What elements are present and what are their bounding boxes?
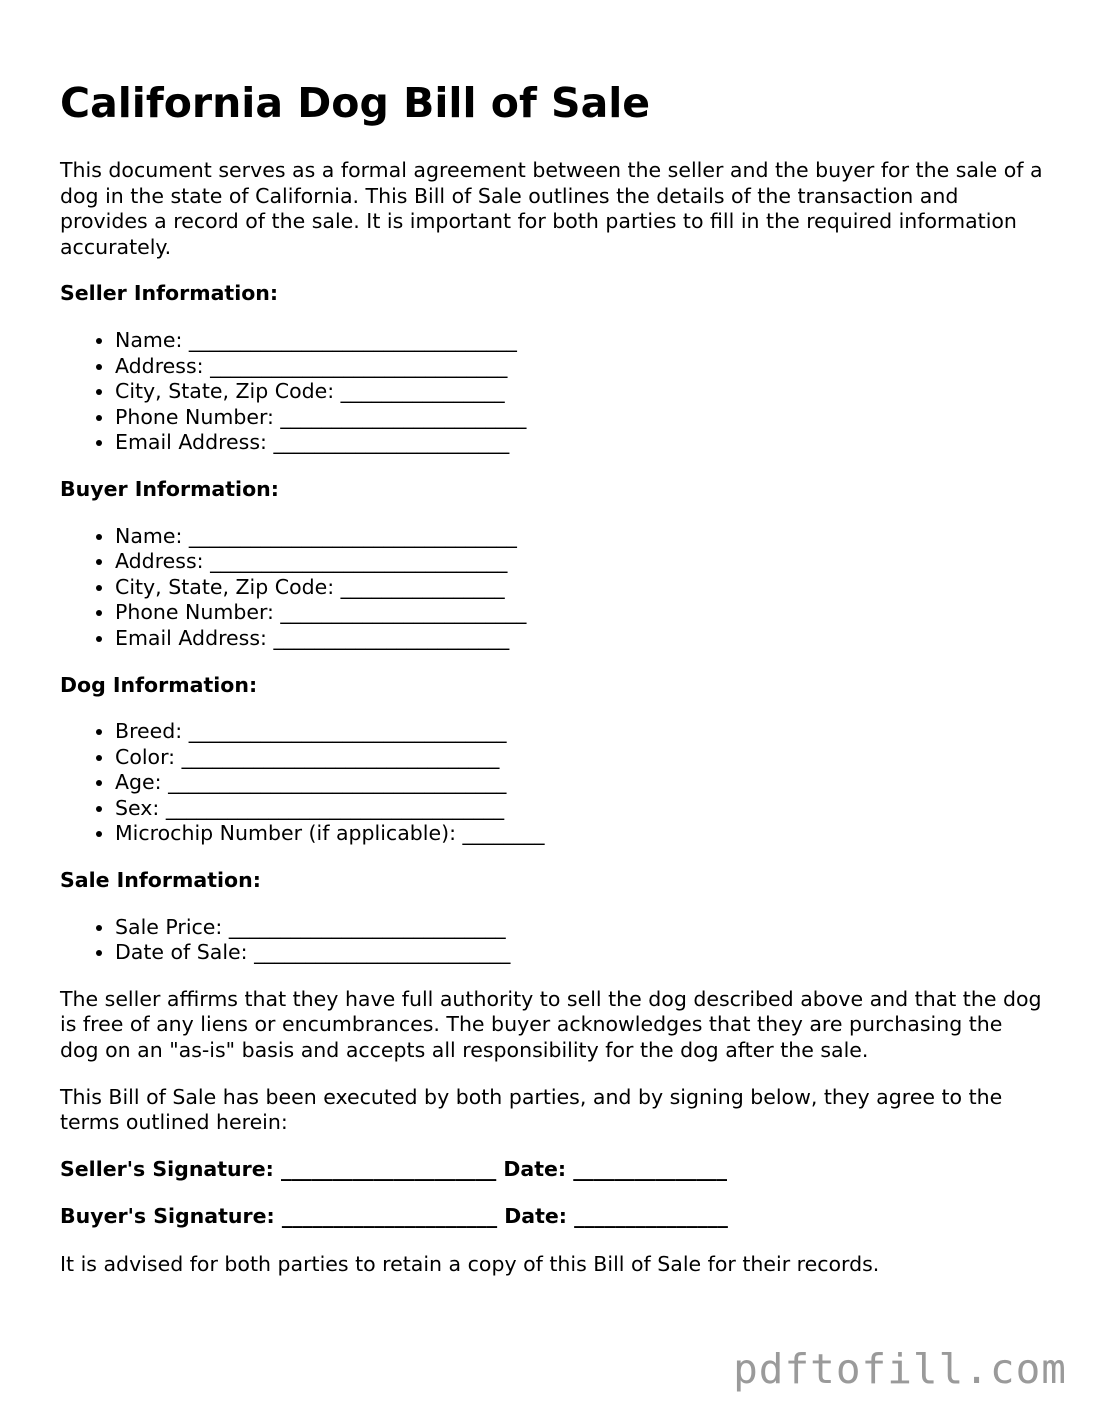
buyer-field-list xyxy=(60,524,1045,652)
closing-paragraph: It is advised for both parties to retain a copy of this Bill of Sale for their records. xyxy=(60,1252,880,1276)
dog-age-field: • Age: _________________________________ xyxy=(115,770,1045,796)
seller-field-list xyxy=(60,328,1045,456)
dog-breed-field: • Breed: _______________________________ xyxy=(115,719,1045,745)
sale-price-field: • Sale Price: ___________________________ xyxy=(115,915,1045,941)
watermark: pdftofill.com xyxy=(733,1345,1067,1393)
dog-color-field: • Color: _______________________________ xyxy=(115,745,1045,771)
seller-email-field: • Email Address: _______________________ xyxy=(115,430,1045,456)
affirmation-paragraph: The seller affirms that they have full authority to sell the dog described above and that the dog is free of any liens or encumbrances. The buyer acknowledges that they are purchasing the dog on an "as-is" basis and accepts all responsibility for the dog after the sale. xyxy=(60,986,1042,1063)
intro-paragraph: This document serves as a formal agreement between the seller and the buyer for the sale of a dog in the state of California. This Bill of Sale outlines the details of the transaction and provides a record of the sale. It is important for both parties to fill in the required information accurately. xyxy=(60,158,1043,259)
seller-city-state-zip-field: • City, State, Zip Code: ________________ xyxy=(115,379,1045,405)
sale-date-field: • Date of Sale: _________________________ xyxy=(115,940,1045,966)
seller-address-field: • Address: _____________________________ xyxy=(115,354,1045,380)
execution-paragraph: This Bill of Sale has been executed by both parties, and by signing below, they agree to the terms outlined herein: xyxy=(60,1084,1003,1135)
document-title: California Dog Bill of Sale xyxy=(60,79,651,127)
seller-name-field: • Name: ________________________________ xyxy=(115,328,1045,354)
sale-field-list xyxy=(60,915,1045,966)
seller-section-heading: Seller Information: xyxy=(60,281,279,306)
buyer-email-field: • Email Address: _______________________ xyxy=(115,626,1045,652)
buyer-address-field: • Address: _____________________________ xyxy=(115,549,1045,575)
buyer-city-state-zip-field: • City, State, Zip Code: ________________ xyxy=(115,575,1045,601)
dog-sex-field: • Sex: _________________________________ xyxy=(115,796,1045,822)
document-body xyxy=(60,158,1045,1299)
dog-microchip-field: • Microchip Number (if applicable): ________ xyxy=(115,821,1045,847)
dog-section-heading: Dog Information: xyxy=(60,672,258,697)
seller-signature-line: Seller's Signature: _____________________ Date: _______________ xyxy=(60,1156,728,1181)
sale-section-heading: Sale Information: xyxy=(60,868,261,893)
seller-phone-field: • Phone Number: ________________________ xyxy=(115,405,1045,431)
buyer-signature-line: Buyer's Signature: _____________________ Date: _______________ xyxy=(60,1204,728,1229)
dog-field-list xyxy=(60,719,1045,847)
buyer-section-heading: Buyer Information: xyxy=(60,476,279,501)
buyer-phone-field: • Phone Number: ________________________ xyxy=(115,600,1045,626)
buyer-name-field: • Name: ________________________________ xyxy=(115,524,1045,550)
